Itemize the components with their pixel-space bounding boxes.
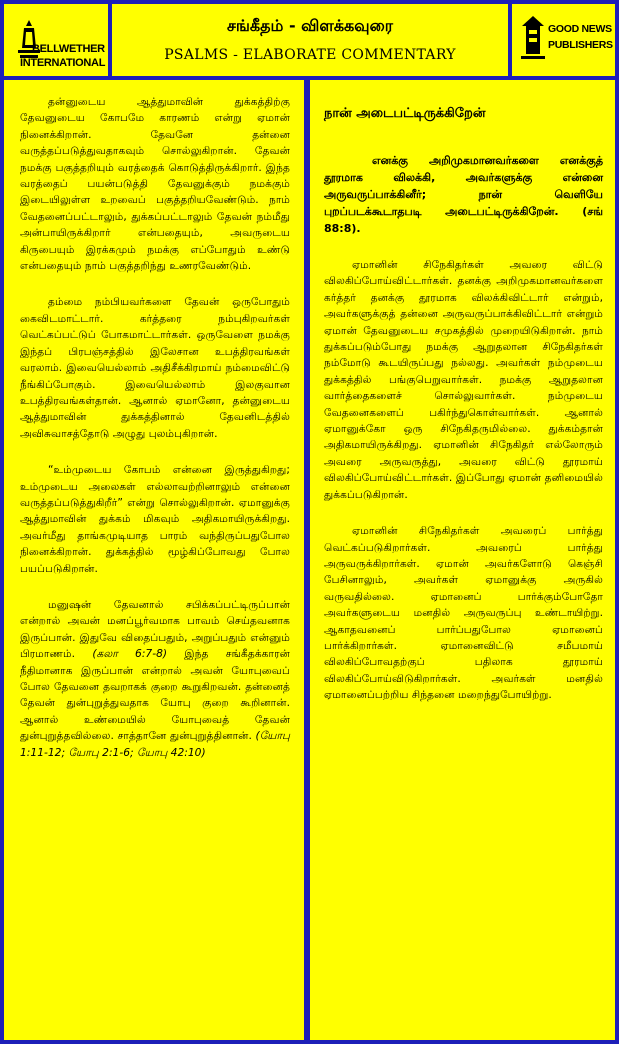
logo-right-line2: PUBLISHERS [548, 39, 613, 51]
logo-left-line1: BELLWETHER [32, 43, 105, 55]
good-news-mark-icon [518, 14, 548, 62]
left-paragraph-4-text: மனுஷன் தேவனால் சபிக்கப்பட்டிருப்பான் என்றால் அவன் மனப்பூர்வமாக பாவம் செய்தவனாக இருப்பான். இதுவே விதைப்பதும், அறுப்பதும் என்னும் பிரமாணம். [20, 597, 290, 661]
left-paragraph-4 [20, 597, 290, 761]
right-column [310, 80, 615, 1040]
left-paragraph-2: தம்மை நம்பியவர்களை தேவன் ஒருபோதும் கைவிடமாட்டார். கர்த்தரை நம்புகிறவர்கள் வெட்கப்பட்டுப் போகமாட்டார்கள். ஒருவேளை நமக்கு இந்தப் பிரபஞ்சத்தில் இலேசான உபத்திரவங்கள் வரலாம். இவையெல்லாம் அதிசீக்கிரமாய் நம்மைவிட்டு நீங்கிப்போகும். இவையெல்லாம் இலகுவான உபத்திரவங்கள்தான். ஆனால் ஏமானோ, தன்னுடைய ஆத்துமாவின் துக்கத்தினால் தேவனிடத்தில் அவிசுவாசத்தோடு அழுது புலம்புகிறான். [20, 295, 290, 440]
page-header [112, 4, 508, 76]
header-title-english: PSALMS - ELABORATE COMMENTARY [164, 47, 456, 63]
right-paragraph-2: ஏமானின் சிநேகிதர்கள் அவரைப் பார்த்து வெட்கப்படுகிறார்கள். அவரைப் பார்த்து அருவருக்கிறார்கள். ஏமான் அவர்களோடு கெஞ்சி பேசினாலும், அவர்கள் ஏமானுக்கு அருகில் வருவதில்லை. ஏமானைப் பார்க்கும்போதோ அவர்களுடைய மனதில் அருவருப்பு உண்டாயிற்று. ஆகாதவனைப் பார்ப்பதுபோல ஏமானைப் பார்க்கிறார்கள். ஏமானைவிட்டு சமீபமாய் விலகிப்போவதற்குப் பதிலாக தூரமாய் விலகிப்போய்விடுகிறார்கள். அவர்கள் மனதில் ஏமானைப்பற்றிய சிந்தனை மறைந்துபோயிற்று. [324, 524, 603, 702]
left-paragraph-3: “உம்முடைய கோபம் என்னை இருத்துகிறது; உம்முடைய அலைகள் எல்லாவற்றினாலும் என்னை வருத்தப்படுத்துகிறீர்” என்று சொல்லுகிறான். ஏமானுக்கு ஆத்துமாவின் துக்கம் மிகவும் அதிகமாயிருக்கிறது. அவர்மீது தாங்கமுடியாத பாரம் வந்திருப்பதுபோல நினைக்கிறான். துக்கத்தில் மூழ்கிப்போவது போல பயப்படுகிறான். [20, 463, 290, 575]
logo-left-line2: INTERNATIONAL [20, 57, 106, 69]
scripture-verse: எனக்கு அறிமுகமானவர்களை எனக்குத் தூரமாக விலக்கி, அவர்களுக்கு என்னை அருவருப்பாக்கினீர்; நான் வெளியே புறப்படக்கூடாதபடி அடைபட்டிருக்கிறேன். (சங் 88:8). [324, 154, 603, 235]
good-news-logo [512, 4, 615, 76]
bellwether-logo-panel [4, 4, 108, 76]
left-paragraph-4-text2: இந்த சங்கீதக்காரன் நீதிமானாக இருப்பான் என்றால் அவன் யோபுவைப் போல தேவனை தவறாகக் குறை கூறுகிறவன். தன்னைத் தேவன் துன்புறுத்துவதாக யோபு குறை கூறினான். ஆனால் உண்மையில் யோபுவைத் தேவன் துன்புறுத்தவில்லை. சாத்தானே துன்புறுத்தினான். [20, 647, 290, 743]
section-heading: நான் அடைபட்டிருக்கிறேன் [324, 106, 486, 121]
left-column [4, 80, 304, 1040]
logo-right-line1: GOOD NEWS [548, 23, 612, 35]
good-news-logo-panel [512, 4, 615, 76]
header-title-tamil: சங்கீதம் - விளக்கவுரை [226, 16, 393, 35]
bellwether-logo [4, 4, 108, 76]
right-paragraph-1: ஏமானின் சிநேகிதர்கள் அவரை விட்டு விலகிப்போய்விட்டார்கள். தனக்கு அறிமுகமானவர்களை கர்த்தர் தனக்கு தூரமாக விலக்கிவிட்டார் என்றும், அவர்களுக்குத் தன்னை அருவருப்பாக்கிவிட்டார் என்றும் ஏமான் தேவனுடைய சமுகத்தில் முறையிடுகிறான். நாம் துக்கப்படும்போது நமக்கு ஆறுதலான சிநேகிதர்கள் நம்மோடு கூடயிருப்பது நல்லது. அவர்கள் நம்முடைய துக்கத்தில் பங்குபெறுவார்கள். நமக்கு ஆறுதலான வார்த்தைகளைச் சொல்லுவார்கள். நம்முடைய வேதனைகளைப் பகிர்ந்துகொள்வார்கள். ஆனால் ஏமானுக்கோ ஒரு சிநேகிதருமில்லை. துக்கம்தான் அதிகமாயிருக்கிறது. ஏமானின் சிநேகிதர் எல்லோரும் அவரை அருவருத்து, அவரை விட்டு தூரமாய் விலகிப்போய்விட்டார்கள். இப்போது ஏமான் தனிமையில் துக்கப்படுகிறான். [324, 258, 603, 501]
scripture-reference: (கலா 6:7-8) [92, 647, 168, 661]
left-paragraph-1: தன்னுடைய ஆத்துமாவின் துக்கத்திற்கு தேவனுடைய கோபமே காரணம் என்று ஏமான் நினைக்கிறான். தேவனே தன்னை வருத்தப்படுத்துவதாகவும் சொல்லுகிறான். தேவன் நமக்கு பகுத்தறியும் வரத்தைக் கொடுத்திருக்கிறார். இந்த வரத்தைப் பயன்படுத்தி தேவனுக்கும் நமக்கும் இடையிலுள்ள உறவைப் பகுத்தறியவேண்டும். நாம் வேதனைப்பட்டாலும், துக்கப்பட்டாலும் தேவன் நம்மீது அன்பாயிருக்கிறார் என்பதையும், அவருடைய கிருபையும் இரக்கமும் நமக்கு எப்போதும் உண்டு என்பதையும் நாம் பகுத்தறிந்து உணரவேண்டும். [20, 95, 290, 273]
scripture-reference: (யோபு 1:11-12; யோபு 2:1-6; யோபு 42:10) [20, 729, 290, 759]
